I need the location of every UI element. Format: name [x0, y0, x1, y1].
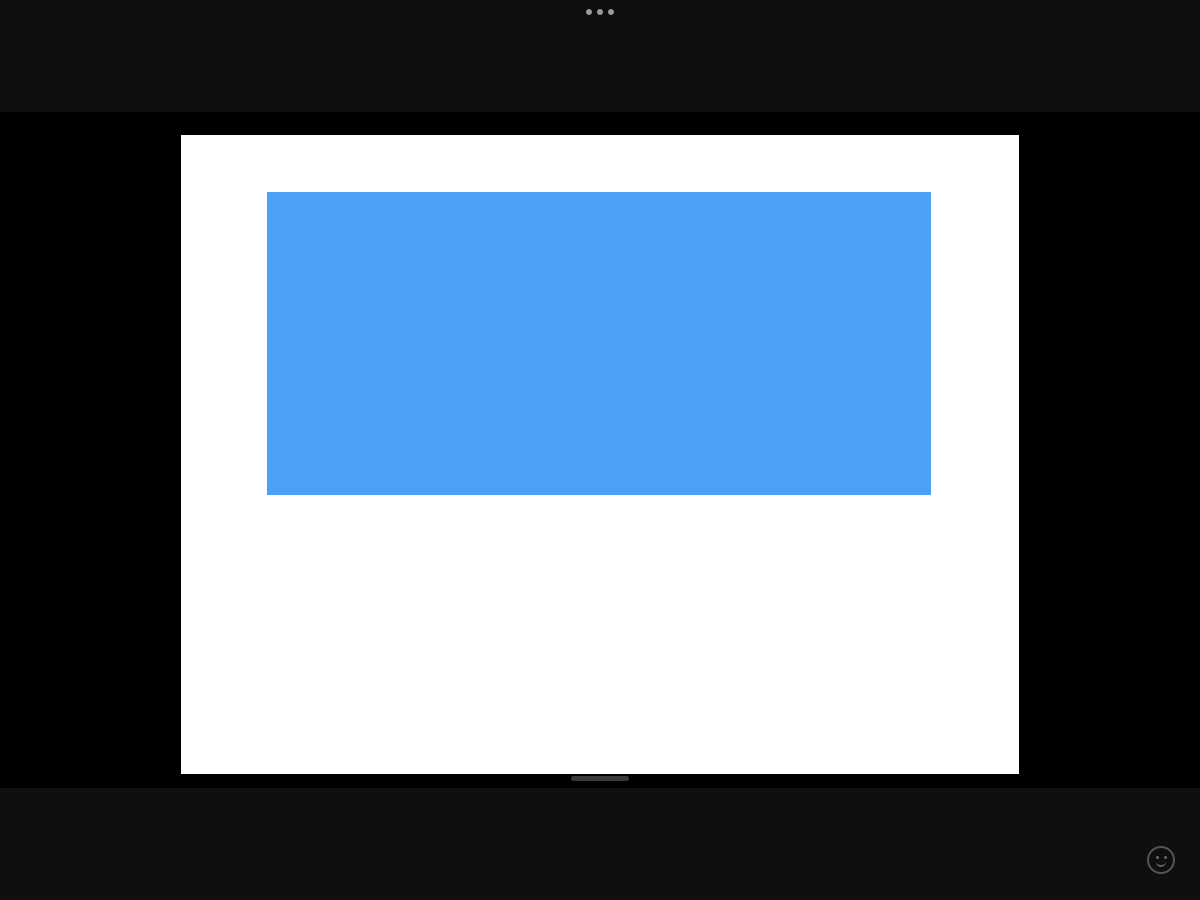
scroll-indicator[interactable]: [571, 776, 629, 781]
text-selection-highlight[interactable]: [267, 192, 931, 495]
document-page: [181, 135, 1019, 774]
bottom-toolbar: [0, 788, 1200, 900]
smiley-face-icon[interactable]: [1147, 846, 1175, 874]
more-options-icon[interactable]: [586, 7, 614, 17]
top-toolbar: [0, 0, 1200, 112]
